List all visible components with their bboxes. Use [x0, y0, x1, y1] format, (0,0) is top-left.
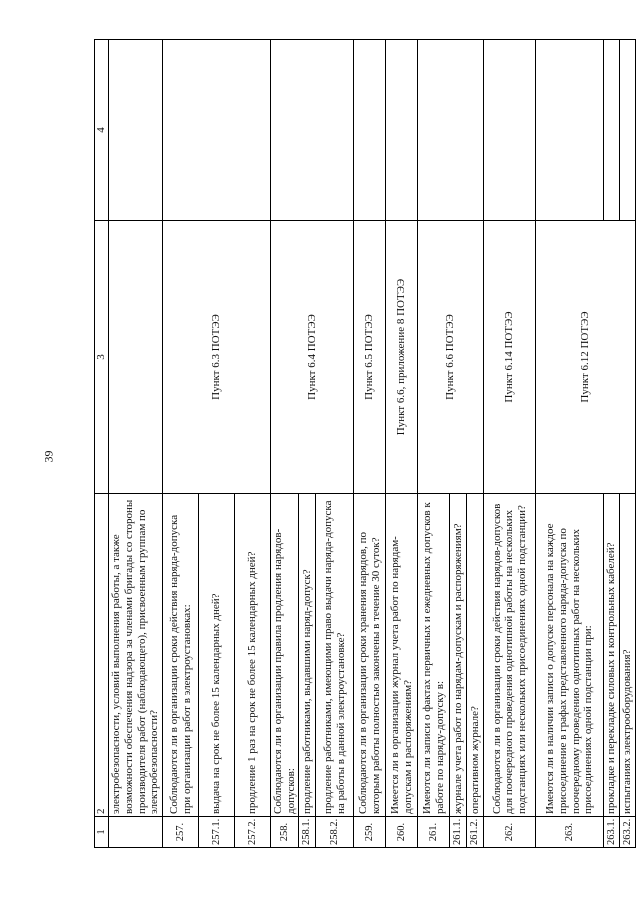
row-question: Соблюдаются ли в организации правила продления нарядов-допусков:	[271, 494, 299, 817]
row-question: продление работниками, выдавшими наряд-допуск?	[299, 494, 316, 817]
table-row	[271, 40, 299, 848]
row-number: 258.2.	[316, 817, 354, 848]
row-number: 259.	[354, 817, 386, 848]
row-reference: Пункт 6.5 ПОТЭЭ	[354, 221, 386, 494]
row-question: журнале учета работ по нарядам-допускам и распоряжениям?	[450, 494, 467, 817]
table-row	[386, 40, 418, 848]
row-question: Имеются ли в наличии записи о допуске персонала на каждое присоединение в графах представленного наряда-допуска по поочередному проведению однотипных работ на нескольких присоединениях одной подстанции при:	[536, 494, 604, 817]
row-notes	[620, 40, 636, 221]
page-number: 39	[41, 450, 56, 463]
table-row	[484, 40, 536, 848]
row-notes	[386, 40, 418, 221]
header-col-4: 4	[95, 40, 109, 221]
row-question: продление работниками, имеющими право выдачи наряда-допуска на работы в данной электроустановке?	[316, 494, 354, 817]
row-question: выдача на срок не более 15 календарных дней?	[199, 494, 235, 817]
rotated-table-wrapper	[94, 58, 634, 848]
row-notes	[109, 40, 163, 221]
row-number: 263.1.	[604, 817, 620, 848]
row-reference: Пункт 6.4 ПОТЭЭ	[271, 221, 354, 494]
row-number: 258.1.	[299, 817, 316, 848]
row-reference: Пункт 6.14 ПОТЭЭ	[484, 221, 536, 494]
row-number: 261.2.	[467, 817, 484, 848]
row-number	[109, 817, 163, 848]
row-question: прокладке и перекладке силовых и контрольных кабелей?	[604, 494, 620, 817]
header-col-1: 1	[95, 817, 109, 848]
table-row	[163, 40, 199, 848]
row-reference: Пункт 6.6 ПОТЭЭ	[418, 221, 484, 494]
row-number: 257.	[163, 817, 199, 848]
row-notes	[484, 40, 536, 221]
table-row	[109, 40, 163, 848]
row-question: Имеется ли в организации журнал учета работ по нарядам-допускам и распоряжениям?	[386, 494, 418, 817]
row-number: 262.	[484, 817, 536, 848]
row-question: оперативном журнале?	[467, 494, 484, 817]
row-notes	[536, 40, 604, 221]
row-reference: Пункт 6.6, приложение 8 ПОТЭЭ	[386, 221, 418, 494]
row-number: 263.2.	[620, 817, 636, 848]
table-row	[354, 40, 386, 848]
row-question: испытаниях электрооборудования?	[620, 494, 636, 817]
table-row	[536, 40, 604, 848]
row-question: Соблюдаются ли в организации сроки действия наряда-допуска при организации работ в электроустановках:	[163, 494, 199, 817]
row-number: 257.2.	[235, 817, 271, 848]
row-number: 261.	[418, 817, 450, 848]
row-question: Соблюдаются ли в организации сроки хранения нарядов, по которым работы полностью закончены в течение 30 суток?	[354, 494, 386, 817]
row-notes	[271, 40, 354, 221]
row-notes	[354, 40, 386, 221]
header-row	[95, 40, 109, 848]
row-number: 258.	[271, 817, 299, 848]
table-row	[418, 40, 450, 848]
row-question: продление 1 раз на срок не более 15 календарных дней?	[235, 494, 271, 817]
header-col-3: 3	[95, 221, 109, 494]
row-notes	[418, 40, 484, 221]
row-question: Имеются ли записи о фактах первичных и ежедневных допусков к работе по наряду-допуску в:	[418, 494, 450, 817]
row-number: 263.	[536, 817, 604, 848]
row-notes	[163, 40, 271, 221]
row-number: 261.1.	[450, 817, 467, 848]
row-number: 257.1.	[199, 817, 235, 848]
row-number: 260.	[386, 817, 418, 848]
row-question: Соблюдаются ли в организации сроки действия нарядов-допусков для поочередного проведения однотипной работы на нескольких подстанциях или нескольких присоединениях одной подстанции?	[484, 494, 536, 817]
row-question: электробезопасности, условий выполнения работы, а также возможности обеспечения надзора за членами бригады со стороны производителя работ (наблюдающего), присвоенным группам по электробезопасности?	[109, 494, 163, 817]
row-reference: Пункт 6.3 ПОТЭЭ	[163, 221, 271, 494]
checklist-table	[94, 39, 636, 848]
row-reference: Пункт 6.12 ПОТЭЭ	[536, 221, 636, 494]
row-reference	[109, 221, 163, 494]
row-notes	[604, 40, 620, 221]
header-col-2: 2	[95, 494, 109, 817]
